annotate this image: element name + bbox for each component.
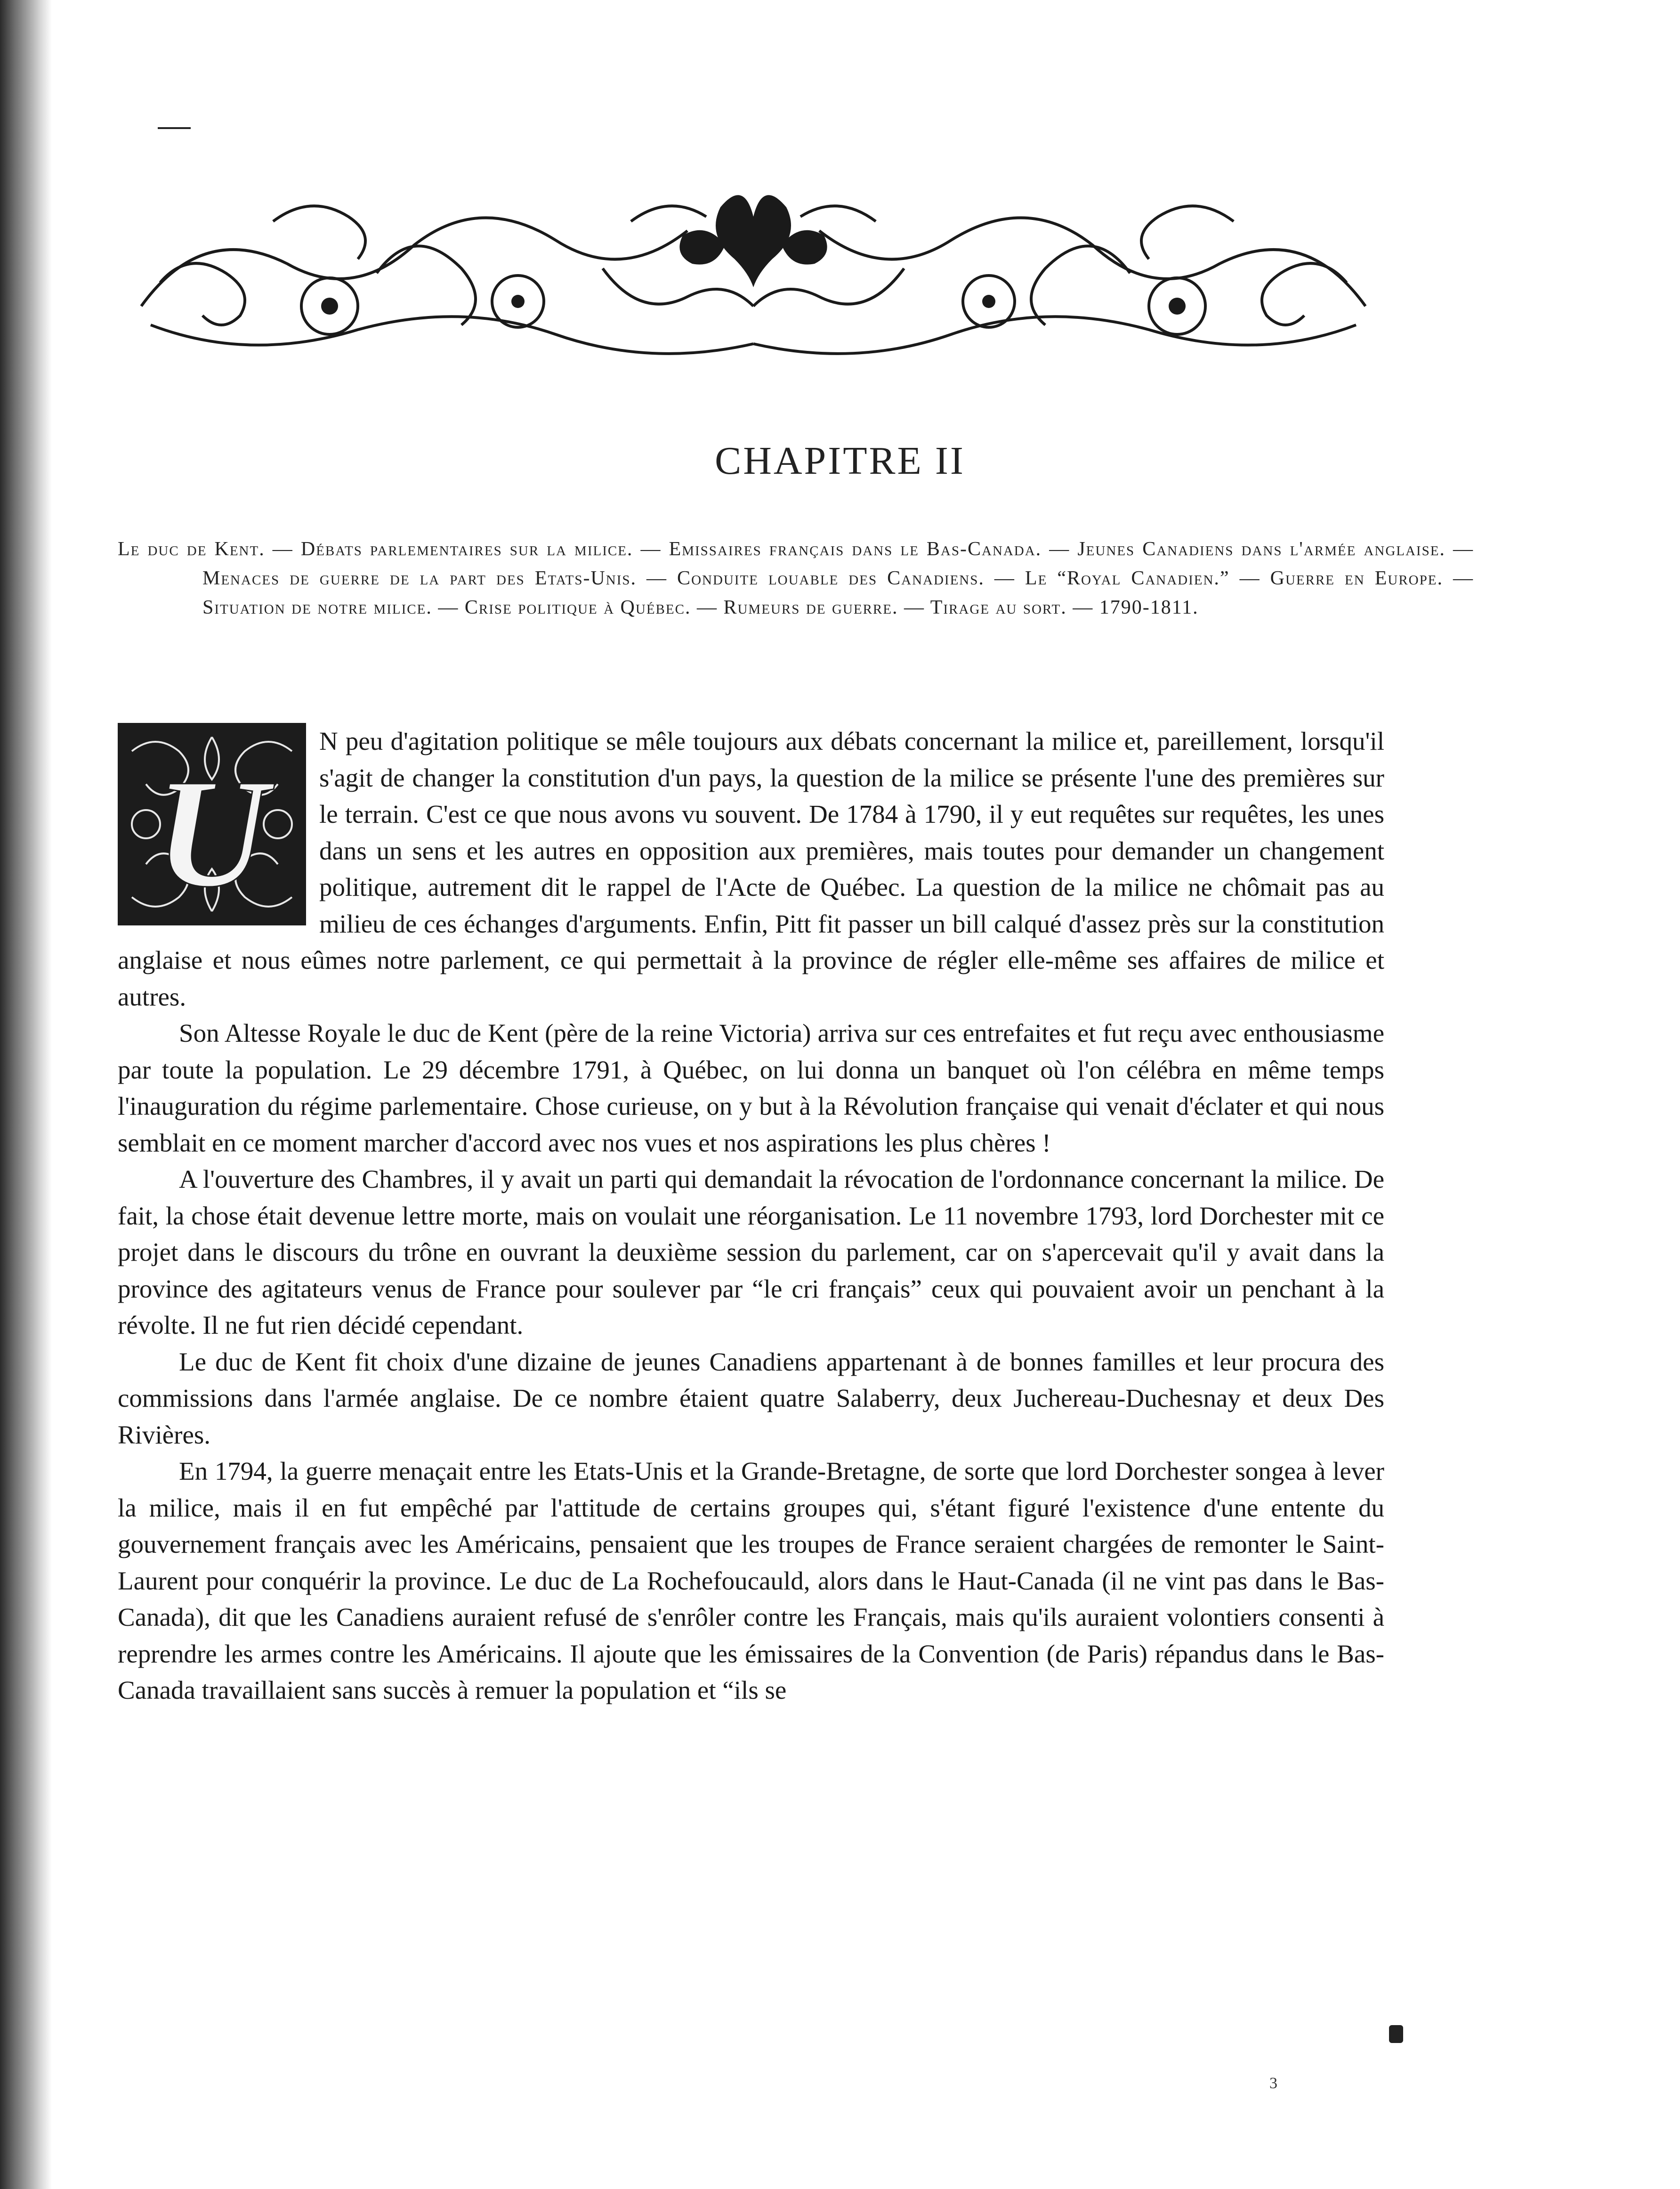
chapter-title: CHAPITRE II — [715, 439, 965, 483]
scan-artifact-mark — [1389, 2025, 1403, 2043]
chapter-summary: Le duc de Kent. — Débats parlementaires sur la milice. — Emissaires français dans le Bas-Canada. — Jeunes Canadiens dans l'armée anglaise. — Menaces de guerre de la part des Etats-Unis. — Conduite louable des Canadiens. — Le “Royal Canadien.” — Guerre en Europe. — Situation de notre milice. — Crise politique à Québec. — Rumeurs de guerre. — Tirage au sort. — 1790-1811. — [118, 538, 1474, 618]
paragraph-1 — [118, 723, 1384, 1015]
scanned-binding-edge — [0, 0, 52, 2189]
paragraph-4: Le duc de Kent fit choix d'une dizaine de jeunes Canadiens appartenant à de bonnes familles et leur procura des commissions dans l'armée anglaise. De ce nombre étaient quatre Salaberry, deux Juchereau-Duchesnay et deux Des Rivières. — [118, 1347, 1384, 1449]
first-word-remainder: N — [319, 727, 338, 755]
page-number: 3 — [1269, 2075, 1277, 2092]
decorative-header-ornament — [132, 165, 1375, 381]
paragraph-1-text: peu d'agitation politique se mêle toujours aux débats concernant la milice et, pareillement, lorsqu'il s'agit de changer la constitution d'un pays, la question de la milice se présente l'une des premières sur le terrain. C'est ce que nous avons vu souvent. De 1784 à 1790, il y eut requêtes sur requêtes, les unes dans un sens et les autres en opposition aux premières, mais toutes pour demander un changement politique, autrement dit le rappel de l'Acte de Québec. La question de la milice ne chômait pas au milieu de ces échanges d'arguments. Enfin, Pitt fit passer un bill calqué d'assez près sur la constitution anglaise et nous eûmes notre parlement, ce qui permettait à la province de régler elle-même ses affaires de milice et autres. — [118, 727, 1384, 1011]
paragraph-3: A l'ouverture des Chambres, il y avait un parti qui demandait la révocation de l'ordonnance concernant la milice. De fait, la chose était devenue lettre morte, mais on voulait une réorganisation. Le 11 novembre 1793, lord Dorchester mit ce projet dans le discours du trône en ouvrant la deuxième session du parlement, car on s'apercevait qu'il y avait dans la province des agitateurs venus de France pour soulever par “le cri français” ceux qui pouvaient avoir un penchant à la révolte. Il ne fut rien décidé cependant. — [118, 1165, 1384, 1339]
drop-cap-letter: U — [155, 747, 268, 919]
paragraph-2: Son Altesse Royale le duc de Kent (père de la reine Victoria) arriva sur ces entrefaites et fut reçu avec enthousiasme par toute la population. Le 29 décembre 1791, à Québec, on lui donna un banquet où l'on célébra en même temps l'inauguration du régime parlementaire. Chose curieuse, on y but à la Révolution française qui venait d'éclater et qui nous semblait en ce moment marcher d'accord avec nos vues et nos aspirations les plus chères ! — [118, 1019, 1384, 1157]
illuminated-drop-cap — [118, 723, 306, 925]
chapter-body — [118, 723, 1384, 1709]
paragraph-5: En 1794, la guerre menaçait entre les Etats-Unis et la Grande-Bretagne, de sorte que lord Dorchester songea à lever la milice, mais il en fut empêché par l'attitude de certains groupes qui, s'étant figuré l'existence d'une entente du gouvernement français avec les Américains, pensaient que les troupes de France seraient chargées de remonter le Saint-Laurent pour conquérir la province. Le duc de La Rochefoucauld, alors dans le Haut-Canada (il ne vint pas dans le Bas-Canada), dit que les Canadiens auraient refusé de s'enrôler contre les Français, mais qu'ils auraient volontiers consenti à reprendre les armes contre les Américains. Il ajoute que les émissaires de la Convention (de Paris) répandus dans le Bas-Canada travaillaient sans succès à remuer la population et “ils se — [118, 1457, 1384, 1704]
scan-artifact-mark — [158, 127, 191, 129]
